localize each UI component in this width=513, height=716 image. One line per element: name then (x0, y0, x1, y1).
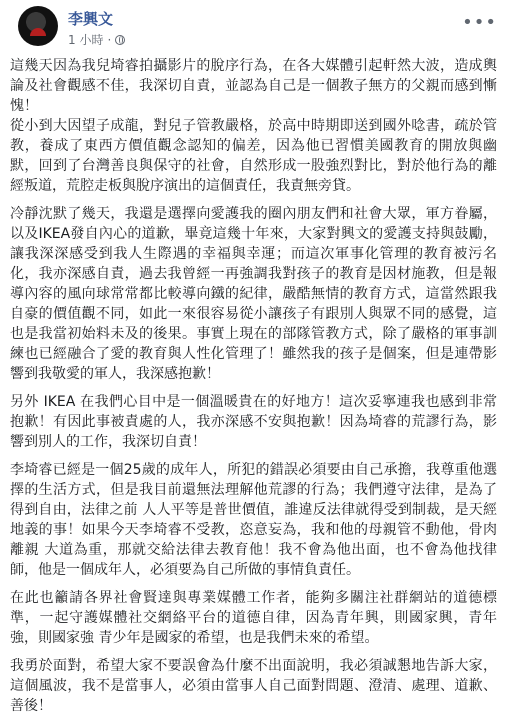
more-options-icon[interactable]: ••• (462, 12, 497, 33)
author-name[interactable]: 李興文 (68, 10, 114, 28)
post-paragraph-1: 這幾天因為我兒埼睿拍攝影片的脫序行為，在各大媒體引起軒然大波，造成輿論及社會觀感不佳，我深切自責，並認為自己是一個教子無方的父親而感到慚愧！ 從小到大因望子成龍，對兒子管教嚴格，於高中時期即送到國外唸書，疏於管教，養成了東西方價值觀念認知的偏差，因為他已習慣美國教育的開放與幽默，回到了台灣善良與保守的社會，自然形成一股強烈對比，對於他行為的離經叛道，荒腔走板與脫序演出的這個責任，我責無旁貸。 (10, 58, 497, 194)
post-timestamp[interactable]: 1 小時 (68, 33, 104, 47)
post-meta: 1 小時 · (68, 31, 125, 48)
globe-icon[interactable] (115, 35, 125, 45)
post-header (10, 0, 505, 56)
post-body (10, 56, 505, 716)
post-paragraph-2: 冷靜沈默了幾天，我還是選擇向愛護我的圈內朋友們和社會大眾，軍方眷屬，以及IKEA發自內心的道歉，畢竟這幾十年來，大家對興文的愛護支持與鼓勵，讓我深深感受到我人生際遇的幸福與幸運；而這次軍事化管理的教育被污名化，我亦深感自責，過去我曾經一再強調我對孩子的教育是因材施教，但是報導內容的風向球常常都比較導向鐵的紀律，嚴酷無情的教育方式，這當然跟我自豪的價值觀不同，如此一來很容易從小讓孩子有跟別人與眾不同的感覺，這也是我當初始料未及的後果。事實上現在的部隊管教方式，除了嚴格的軍事訓練也已經融合了愛的教育與人性化管理了！雖然我的孩子是個案，但是連帶影響到我敬愛的軍人，我深感抱歉！ (10, 206, 497, 382)
post-paragraph-3: 另外 IKEA 在我們心目中是一個溫暖貴在的好地方！這次妥寧連我也感到非常抱歉！有因此事被責處的人，我亦深感不安與抱歉！因為埼睿的荒謬行為，影響到別人的工作，我深切自責！ (10, 394, 497, 450)
post-paragraph-6: 我勇於面對，希望大家不要誤會為什麼不出面說明，我必須誠懇地告訴大家，這個風波，我不是當事人，必須由當事人自己面對問題、澄清、處理、道歉、善後！ (10, 658, 497, 714)
post-paragraph-5: 在此也籲請各界社會賢達與專業媒體工作者，能夠多關注社群網站的道德標準，一起守護媒體社交網絡平台的道德自律，因為青年興，則國家興，青年強，則國家強 青少年是國家的希望，也是我們未來的希望。 (10, 590, 497, 646)
post-paragraph-4: 李埼睿已經是一個25歲的成年人，所犯的錯誤必須要由自己承擔，我尊重他選擇的生活方式，但是我目前還無法理解他荒謬的行為；我們遵守法律，是為了得到自由，法律之前 人人平等是普世價值，誰違反法律就得受到制裁，是天經地義的事！如果今天李埼睿不受教，恣意妄為，我和他的母親管不動他，骨肉離親 大道為重，那就交給法律去教育他！我不會為他出面，也不會為他找律師，他是一個成年人，必須要為自己所做的事情負責任。 (10, 462, 497, 578)
avatar[interactable] (18, 6, 58, 46)
